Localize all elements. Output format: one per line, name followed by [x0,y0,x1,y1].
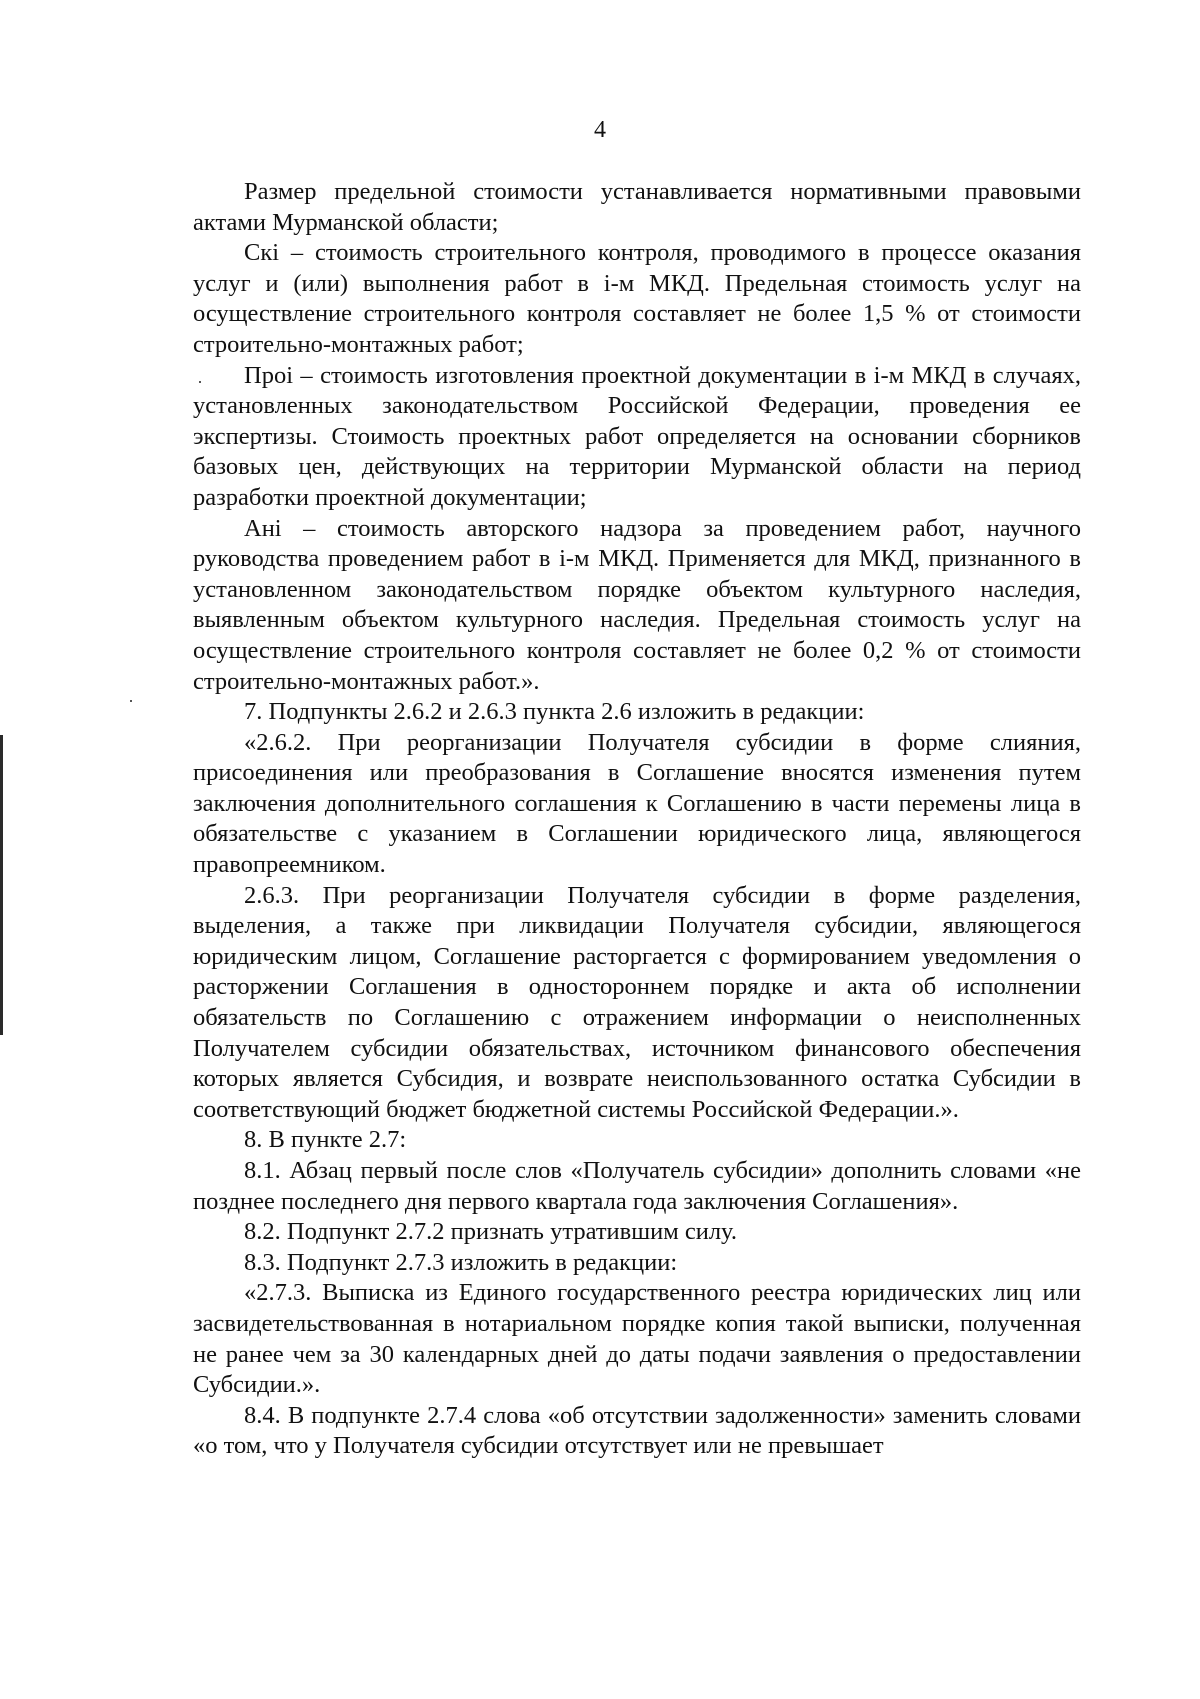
paragraph: 8.2. Подпункт 2.7.2 признать утратившим силу. [244,1218,737,1246]
paragraph: 8.4. В подпункте 2.7.4 слова «об отсутствии задолженности» заменить словами «о том, что у Получателя субсидии отсутствует или не превышает [193,1401,1081,1460]
paragraph: 8.1. Абзац первый после слов «Получатель субсидии» дополнить словами «не позднее последнего дня первого квартала года заключения Соглашения». [193,1157,1081,1215]
paragraph: «2.6.2. При реорганизации Получателя субсидии в форме слияния, присоединения или преобразования в Соглашение вносятся изменения путем заключения дополнительного соглашения к Соглашению в части перемены лица в обязательстве с указанием в Соглашении юридического лица, являющегося правопреемником. [193,728,1081,879]
paragraph: 8. В пункте 2.7: [244,1126,407,1154]
paragraph: «2.7.3. Выписка из Единого государственного реестра юридических лиц или засвидетельствованная в нотариальном порядке копия такой выписки, полученная не ранее чем за 30 календарных дней до даты подачи заявления о предоставлении Субсидии.». [193,1279,1081,1399]
paragraph: 7. Подпункты 2.6.2 и 2.6.3 пункта 2.6 изложить в редакции: [244,698,865,726]
scan-margin-line [0,735,3,1035]
paragraph: 8.3. Подпункт 2.7.3 изложить в редакции: [244,1248,678,1276]
paragraph: Размер предельной стоимости устанавливается нормативными правовыми актами Мурманской области; [193,178,1081,236]
scan-speck [130,700,132,702]
paragraph: Скі – стоимость строительного контроля, проводимого в процессе оказания услуг и (или) выполнения работ в і-м МКД. Предельная стоимость услуг на осуществление строительного контроля составляет не более 1,5 % от стоимости строительно-монтажных работ; [193,239,1081,358]
paragraph: Проі – стоимость изготовления проектной документации в і-м МКД в случаях, установленных законодательством Российской Федерации, проведения ее экспертизы. Стоимость проектных работ определяется на основании сборников базовых цен, действующих на территории Мурманской области на период разработки проектной документации; [193,361,1081,511]
page-number: 4 [594,117,606,143]
paragraph: 2.6.3. При реорганизации Получателя субсидии в форме разделения, выделения, а также при ликвидации Получателя субсидии, являющегося юридическим лицом, Соглашение расторгается с формированием уведомления о расторжении Соглашения в одностороннем порядке и акта об исполнении обязательств по Соглашению с отражением информации о неисполненных Получателем субсидии обязательствах, источником финансового обеспечения которых является Субсидия, и возврате неиспользованного остатка Субсидии в соответствующий бюджет бюджетной системы Российской Федерации.». [193,881,1081,1123]
paragraph: Ані – стоимость авторского надзора за проведением работ, научного руководства проведением работ в і-м МКД. Применяется для МКД, признанного в установленном законодательством порядке объектом культурного наследия, выявленным объектом культурного наследия. Предельная стоимость услуг на осуществление строительного контроля составляет не более 0,2 % от стоимости строительно-монтажных работ.». [193,514,1081,695]
scan-speck [199,381,201,383]
document-body [193,177,1081,1462]
